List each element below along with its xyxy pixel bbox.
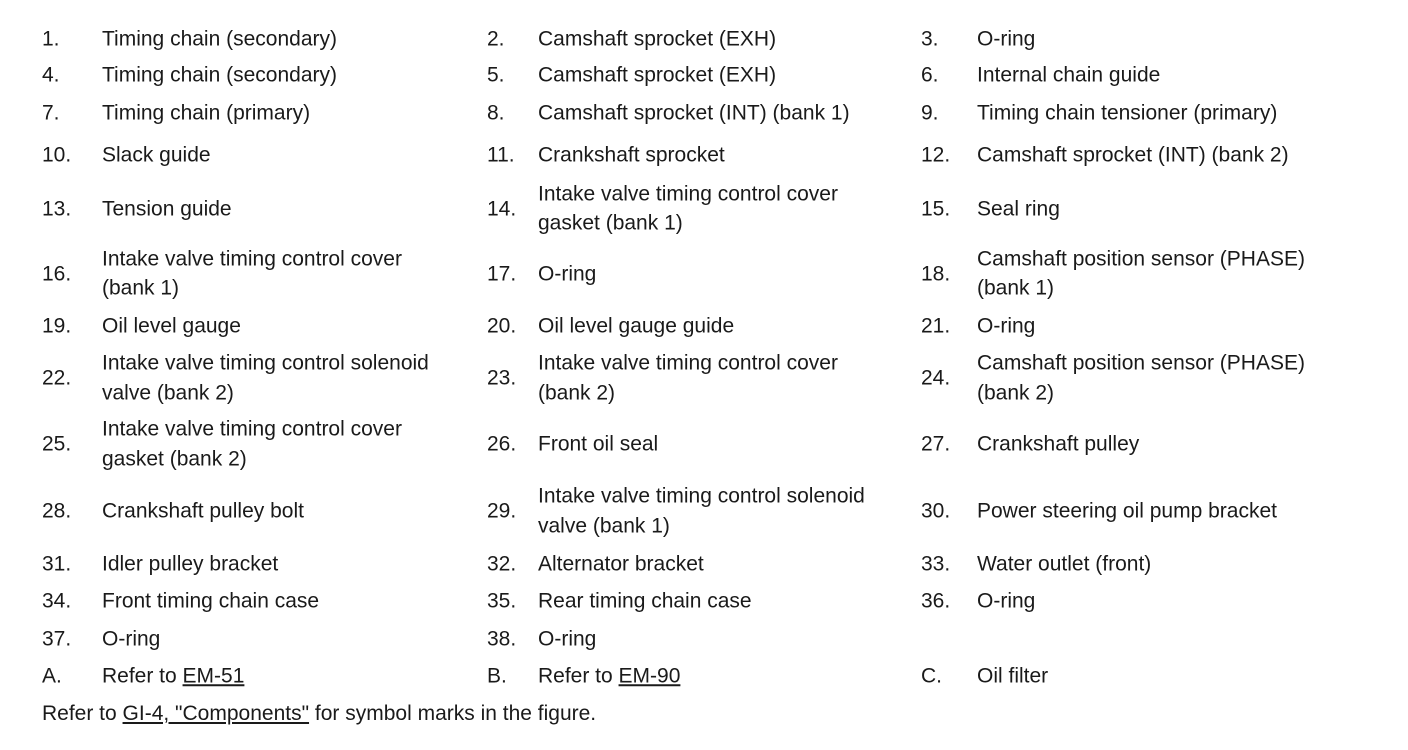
item-number: 4. [42,63,60,87]
item-label [538,60,776,90]
reference-link[interactable]: EM-51 [182,663,245,687]
item-number: 30. [921,499,951,523]
item-label-line: Timing chain (primary) [102,101,311,125]
item-label [538,549,704,579]
legend-row [0,56,1408,94]
legend-row [0,545,1408,582]
item-label [538,586,752,616]
item-number: 10. [42,142,72,166]
item-label [977,429,1139,459]
item-label [977,311,1035,341]
item-number: 19. [42,314,72,338]
item-label-line: gasket (bank 2) [102,447,247,470]
item-label-line: Intake valve timing control solenoid [102,351,429,375]
item-label-line: Camshaft sprocket (INT) (bank 1) [538,101,850,125]
item-label-line: Crankshaft pulley [977,432,1140,456]
item-label [102,349,429,408]
item-label [102,496,304,526]
item-label-line: Timing chain tensioner (primary) [977,101,1278,125]
components-link[interactable]: GI-4, "Components" [122,702,310,725]
item-number: 13. [42,196,72,220]
item-number: 5. [487,63,505,87]
item-number: 17. [487,261,517,285]
item-label-line: Oil level gauge [102,314,241,338]
item-reference [538,661,680,691]
item-label-line: Crankshaft sprocket [538,142,725,166]
item-label-line: Water outlet (front) [977,551,1152,575]
item-label [538,98,850,128]
item-label-line: Intake valve timing control cover [102,247,402,270]
item-number: 18. [921,261,951,285]
item-label-line: valve (bank 1) [538,514,670,537]
item-label [977,549,1151,579]
item-number: 22. [42,366,72,390]
item-label [977,98,1277,128]
legend-row [0,477,1408,545]
item-label-line: O-ring [538,626,597,650]
legend-row [0,657,1408,694]
item-label-line: (bank 1) [102,276,180,300]
item-number: 25. [42,432,72,456]
item-label [102,194,232,224]
item-number: 3. [921,27,939,51]
item-label-line: O-ring [977,589,1036,613]
item-label [102,60,337,90]
item-label [102,311,241,341]
item-label-line: Tension guide [102,196,232,220]
item-number: 31. [42,551,72,575]
symbol-note [42,699,596,728]
symbol-note-prefix: Refer to [42,702,123,725]
item-number: 21. [921,314,951,338]
legend-row [0,411,1408,477]
item-label [538,482,865,541]
item-label-line: (bank 2) [977,381,1055,404]
item-label [538,24,776,54]
item-label-line: gasket (bank 1) [538,211,683,235]
item-label [977,24,1035,54]
legend-row [0,240,1408,307]
item-number: 32. [487,551,517,575]
item-reference [102,661,244,691]
item-label-line: O-ring [538,261,597,285]
item-number: 7. [42,101,60,125]
item-label [977,194,1060,224]
item-label-line: Intake valve timing control solenoid [538,484,865,508]
item-label [538,179,838,238]
item-number: 26. [487,432,517,456]
item-label-line: Camshaft sprocket (EXH) [538,27,777,51]
item-number: 8. [487,101,505,125]
item-label-line: Intake valve timing control cover [538,182,838,205]
item-label [538,429,658,459]
item-label [102,415,402,474]
item-number: 35. [487,589,517,613]
item-label-line: Alternator bracket [538,551,704,575]
item-label [102,586,319,616]
item-number: 15. [921,196,951,220]
item-number: 27. [921,432,951,456]
item-label-line: Intake valve timing control cover [538,351,838,375]
item-label-line: Camshaft sprocket (INT) (bank 2) [977,142,1289,166]
item-label-line: Power steering oil pump bracket [977,499,1277,523]
item-label-line: Crankshaft pulley bolt [102,499,304,523]
item-label-line: Intake valve timing control cover [102,417,402,441]
item-label-line: (bank 1) [977,276,1055,300]
item-label [977,140,1289,170]
item-label [538,259,596,289]
reference-prefix: Refer to [538,663,619,687]
item-label-line: Oil filter [977,663,1049,687]
item-label-line: Oil level gauge guide [538,314,735,338]
item-label-line: Idler pulley bracket [102,551,279,575]
item-label [538,624,596,654]
item-label-line: valve (bank 2) [102,381,234,404]
item-number: 16. [42,261,72,285]
item-label [977,60,1160,90]
item-label-line: Front oil seal [538,432,659,456]
item-label-line: Camshaft position sensor (PHASE) [977,351,1305,375]
item-label-line: O-ring [977,27,1036,51]
item-number: 12. [921,142,951,166]
item-label [538,349,838,408]
legend-row [0,132,1408,177]
item-label-line: (bank 2) [538,381,616,404]
legend-row [0,94,1408,132]
legend-row [0,177,1408,240]
item-label [102,549,278,579]
item-number: 14. [487,196,517,220]
item-number: 20. [487,314,517,338]
item-label-line: Timing chain (secondary) [102,27,337,51]
item-number: 23. [487,366,517,390]
symbol-note-suffix: for symbol marks in the figure. [309,702,597,725]
item-label [977,496,1277,526]
item-number: 11. [487,142,515,166]
item-label [102,98,310,128]
item-number: C. [921,663,942,687]
item-label-line: Rear timing chain case [538,589,752,613]
item-number: 1. [42,27,60,51]
item-number: A. [42,663,62,687]
item-label-line: Camshaft sprocket (EXH) [538,63,777,87]
item-number: 29. [487,499,517,523]
item-number: 9. [921,101,939,125]
item-number: 24. [921,366,951,390]
item-label [977,586,1035,616]
item-label-line: Front timing chain case [102,589,320,613]
item-number: 34. [42,589,72,613]
item-label [538,140,725,170]
item-label [102,244,402,303]
item-number: B. [487,663,507,687]
item-label [538,311,734,341]
legend-row [0,582,1408,620]
item-label-line: O-ring [102,626,161,650]
legend-row [0,22,1408,56]
item-number: 36. [921,589,951,613]
item-label-line: Internal chain guide [977,63,1161,87]
reference-prefix: Refer to [102,663,183,687]
item-label [102,624,160,654]
item-label [102,24,337,54]
legend-row [0,345,1408,411]
item-label-line: O-ring [977,314,1036,338]
reference-link[interactable]: EM-90 [618,663,681,687]
item-label [102,140,211,170]
item-label-line: Camshaft position sensor (PHASE) [977,247,1305,270]
item-number: 2. [487,27,505,51]
item-number: 33. [921,551,951,575]
item-label-line: Timing chain (secondary) [102,63,337,87]
item-label [977,349,1305,408]
item-label-line: Seal ring [977,196,1060,220]
item-number: 28. [42,499,72,523]
item-number: 37. [42,626,72,650]
item-number: 38. [487,626,517,650]
item-label-line: Slack guide [102,142,211,166]
item-label [977,244,1305,303]
item-number: 6. [921,63,939,87]
legend-row [0,620,1408,657]
legend-row [0,307,1408,345]
item-label [977,661,1048,691]
